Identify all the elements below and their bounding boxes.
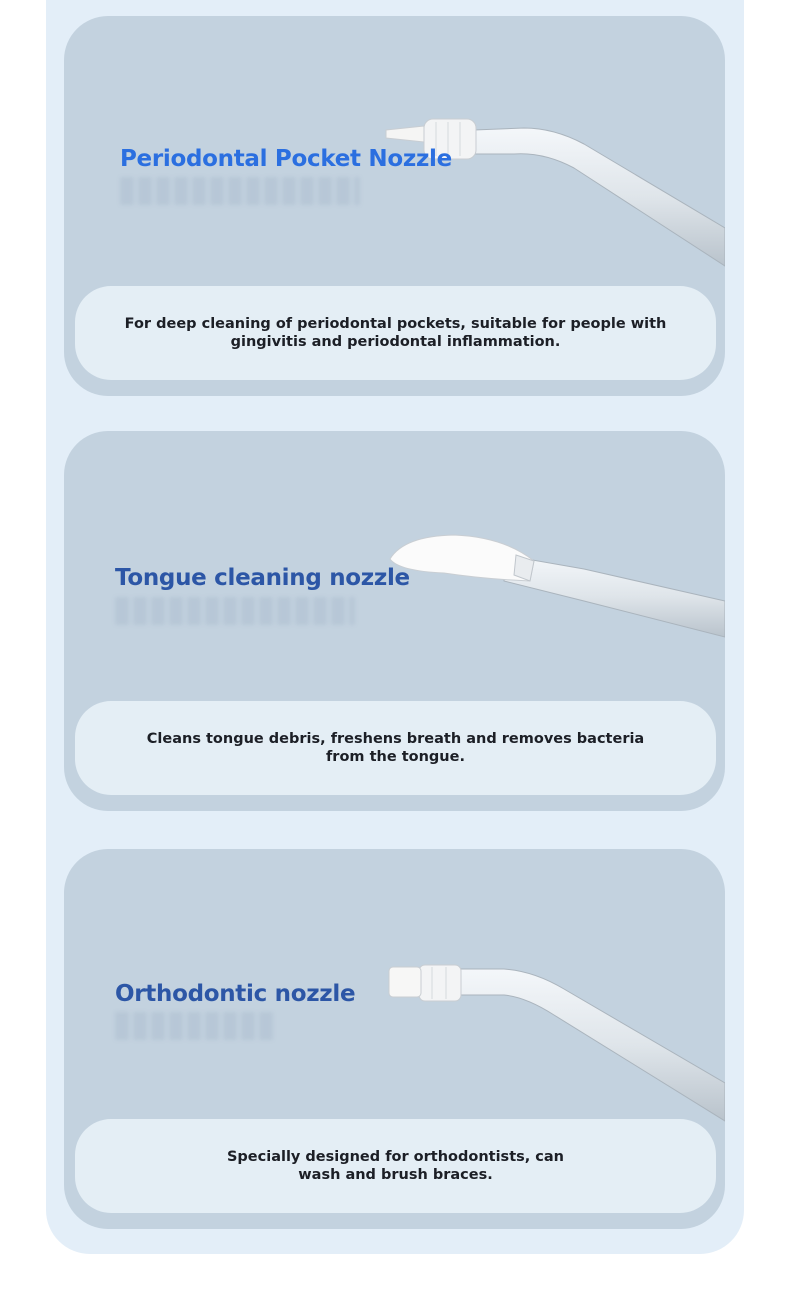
description-box [75,1119,716,1213]
nozzle-description: Specially designed for orthodontists, can wash and brush braces. [226,1149,565,1183]
description-box [75,701,716,795]
nozzle-description: Cleans tongue debris, freshens breath and removes bacteria from the tongue. [146,731,645,765]
nozzle-title: Tongue cleaning nozzle [115,565,410,591]
nozzle-card-periodontal [64,16,725,396]
nozzle-card-orthodontic [64,849,725,1229]
nozzle-description: For deep cleaning of periodontal pockets, suitable for people with gingivitis and periodontal inflammation. [124,316,667,350]
title-reflection [120,177,360,205]
title-reflection [115,1012,275,1040]
description-box [75,286,716,380]
nozzle-card-tongue [64,431,725,811]
nozzle-title: Orthodontic nozzle [115,981,356,1007]
title-reflection [115,597,355,625]
nozzle-title: Periodontal Pocket Nozzle [120,146,452,172]
